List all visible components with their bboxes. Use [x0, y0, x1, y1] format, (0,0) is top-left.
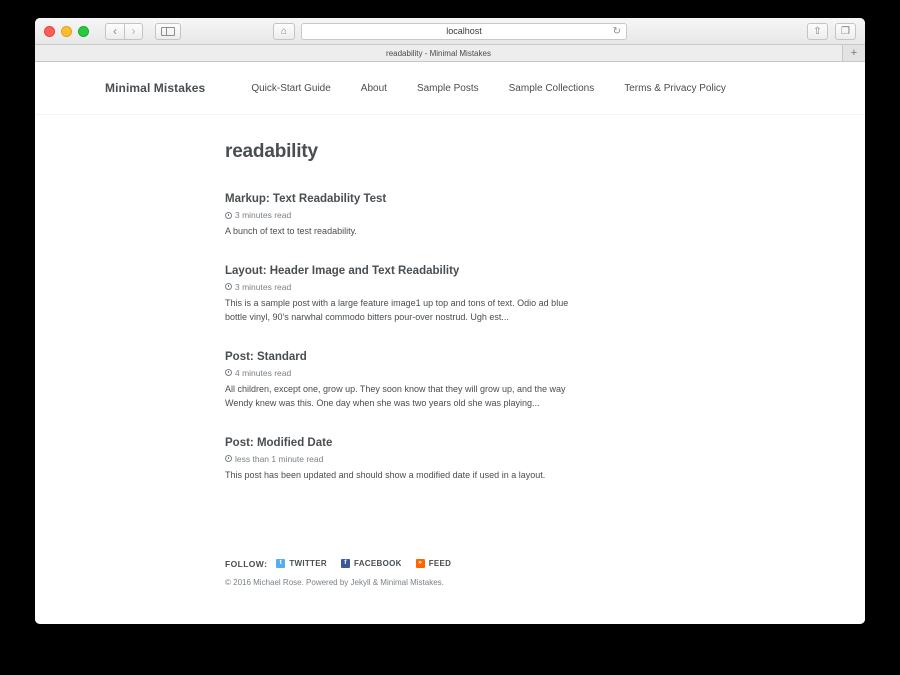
clock-icon: [225, 212, 232, 219]
post-meta: [225, 282, 575, 292]
browser-window: [35, 18, 865, 624]
home-icon: ⌂: [280, 25, 288, 37]
list-item: [225, 265, 575, 325]
follow-row: [225, 559, 795, 569]
clock-icon: [225, 369, 232, 376]
copyright-text: © 2016 Michael Rose. Powered by Jekyll & Minimal Mistakes.: [225, 577, 444, 587]
post-title[interactable]: Post: Standard: [225, 350, 307, 363]
share-button[interactable]: ⇧: [807, 23, 828, 40]
social-label: FACEBOOK: [353, 559, 402, 569]
site-masthead: [35, 62, 865, 115]
site-navigation: [251, 83, 726, 94]
post-title[interactable]: Markup: Text Readability Test: [225, 193, 387, 205]
minimize-window-icon[interactable]: [61, 26, 72, 37]
post-excerpt: A bunch of text to test readability.: [225, 226, 357, 236]
nav-item-terms-privacy-policy[interactable]: Terms & Privacy Policy: [624, 82, 726, 94]
site-title[interactable]: Minimal Mistakes: [105, 81, 206, 95]
reload-icon[interactable]: ↻: [612, 25, 621, 37]
follow-label: FOLLOW:: [225, 558, 268, 569]
sidebar-icon: [161, 27, 175, 36]
nav-item-sample-collections[interactable]: Sample Collections: [508, 82, 595, 94]
site-footer: [35, 509, 865, 587]
post-title[interactable]: Layout: Header Image and Text Readability: [225, 264, 460, 277]
read-time: less than 1 minute read: [235, 453, 324, 464]
list-item: [225, 437, 575, 483]
post-meta: [225, 210, 575, 220]
archive-content: [35, 115, 865, 483]
sidebar-toggle-button[interactable]: [155, 23, 181, 40]
nav-item-sample-posts[interactable]: Sample Posts: [416, 82, 479, 94]
social-link-twitter[interactable]: [276, 559, 327, 568]
list-item: [225, 193, 575, 239]
page-viewport: [35, 62, 865, 624]
list-item: [225, 351, 575, 411]
tab-bar: [35, 45, 865, 62]
close-window-icon[interactable]: [44, 26, 55, 37]
post-excerpt: This post has been updated and should show a modified date if used in a layout.: [225, 469, 546, 480]
facebook-icon: f: [341, 559, 350, 568]
new-tab-button[interactable]: +: [843, 45, 865, 61]
address-bar[interactable]: [301, 23, 627, 40]
show-tabs-button[interactable]: ❐: [835, 23, 856, 40]
zoom-window-icon[interactable]: [78, 26, 89, 37]
post-meta: [225, 454, 575, 464]
browser-toolbar: [35, 18, 865, 45]
home-button[interactable]: [273, 23, 295, 40]
forward-button[interactable]: ›: [124, 23, 143, 40]
navigation-buttons: [105, 23, 143, 40]
nav-item-quick-start-guide[interactable]: Quick-Start Guide: [251, 82, 331, 94]
social-link-feed[interactable]: [416, 559, 452, 568]
window-controls: [44, 26, 89, 37]
back-button[interactable]: ‹: [105, 23, 124, 40]
nav-item-about[interactable]: About: [360, 82, 387, 94]
post-title[interactable]: Post: Modified Date: [225, 436, 333, 449]
page-title: readability: [225, 141, 318, 162]
rss-icon: »: [416, 559, 425, 568]
toolbar-right-buttons: [807, 23, 856, 40]
address-text: localhost: [446, 26, 482, 36]
social-link-facebook[interactable]: [341, 559, 402, 568]
post-excerpt: This is a sample post with a large feature image1 up top and tons of text. Odio ad blue bottle vinyl, 90's narwhal commodo bitters pour-over nostrud. Ugh est...: [225, 297, 569, 322]
read-time: 4 minutes read: [235, 367, 292, 378]
post-meta: [225, 368, 575, 378]
twitter-icon: t: [276, 559, 285, 568]
clock-icon: [225, 455, 232, 462]
social-label: FEED: [428, 559, 452, 569]
read-time: 3 minutes read: [235, 281, 292, 292]
social-label: TWITTER: [289, 559, 327, 569]
post-excerpt: All children, except one, grow up. They soon know that they will grow up, and the way Wendy knew was this. One day when she was two years old she was playing...: [225, 383, 566, 408]
read-time: 3 minutes read: [235, 210, 292, 220]
tab-readability[interactable]: readability - Minimal Mistakes: [35, 45, 843, 61]
clock-icon: [225, 283, 232, 290]
address-area: [273, 23, 627, 40]
